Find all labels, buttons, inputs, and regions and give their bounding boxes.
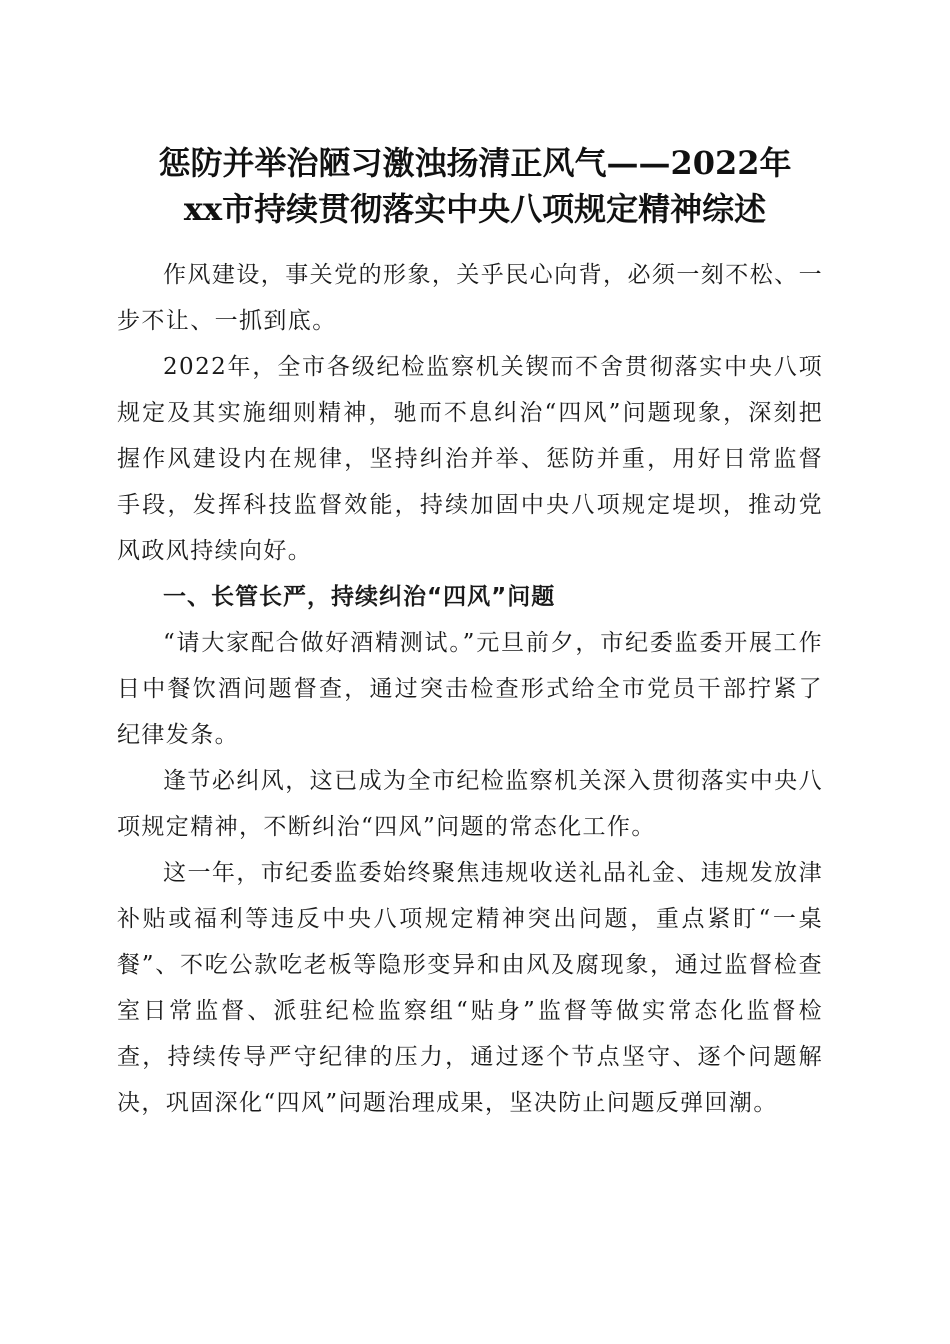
- section1-paragraph-2: 逢节必纠风，这已成为全市纪检监察机关深入贯彻落实中央八项规定精神，不断纠治“四风”问题的常态化工作。: [117, 768, 823, 840]
- document-title: [80, 140, 870, 232]
- document-body: [117, 252, 823, 1126]
- intro-paragraph-2: 2022年，全市各级纪检监察机关锲而不舍贯彻落实中央八项规定及其实施细则精神，驰而不息纠治“四风”问题现象，深刻把握作风建设内在规律，坚持纠治并举、惩防并重，用好日常监督手段，发挥科技监督效能，持续加固中央八项规定堤坝，推动党风政风持续向好。: [117, 354, 823, 564]
- title-line-2: xx市持续贯彻落实中央八项规定精神综述: [183, 190, 767, 228]
- section1-paragraph-1: “请大家配合做好酒精测试。”元旦前夕，市纪委监委开展工作日中餐饮酒问题督查，通过突击检查形式给全市党员干部拧紧了纪律发条。: [117, 630, 823, 748]
- intro-paragraph-1: 作风建设，事关党的形象，关乎民心向背，必须一刻不松、一步不让、一抓到底。: [117, 262, 823, 334]
- title-line-1: 惩防并举治陋习激浊扬清正风气——2022年: [158, 144, 792, 182]
- section-heading-1: 一、长管长严，持续纠治“四风”问题: [163, 584, 556, 610]
- section1-paragraph-3: 这一年，市纪委监委始终聚焦违规收送礼品礼金、违规发放津补贴或福利等违反中央八项规定精神突出问题，重点紧盯“一桌餐”、不吃公款吃老板等隐形变异和由风及腐现象，通过监督检查室日常监督、派驻纪检监察组“贴身”监督等做实常态化监督检查，持续传导严守纪律的压力，通过逐个节点坚守、逐个问题解决，巩固深化“四风”问题治理成果，坚决防止问题反弹回潮。: [117, 860, 823, 1116]
